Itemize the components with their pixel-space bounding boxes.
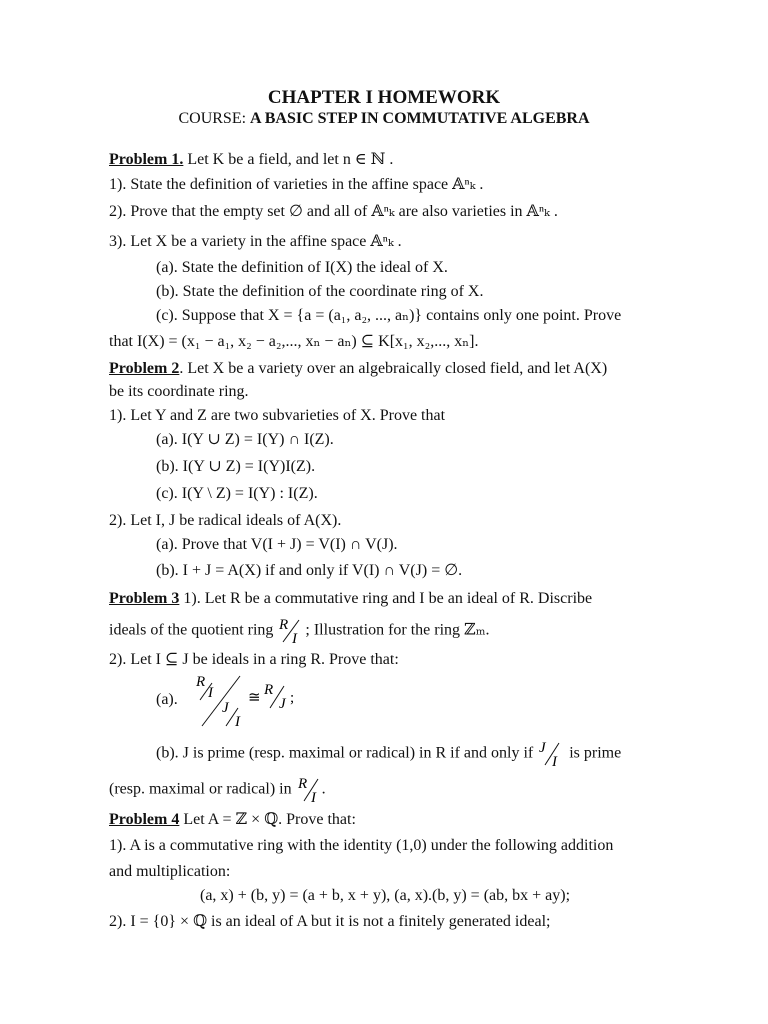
problem-4-q2: 2). I = {0} × ℚ is an ideal of A but it is not a finitely generated ideal;	[109, 913, 551, 930]
nested-i-top: I	[208, 685, 213, 701]
frac-numerator: R	[279, 617, 289, 633]
problem-3-q2b-text: (b). J is prime (resp. maximal or radical) in R if and only if	[156, 744, 534, 762]
isomorphic-symbol: ≅	[248, 690, 261, 706]
problem-1-q3a: (a). State the definition of I(X) the ideal of X.	[156, 259, 448, 276]
problem-2-q2a: (a). Prove that V(I + J) = V(I) ∩ V(J).	[156, 536, 398, 553]
problem-1-q3c: (c). Suppose that X = {a = (a₁, a₂, ..., aₙ)} contains only one point. Prove	[156, 307, 622, 324]
problem-3-line	[109, 589, 592, 609]
problem-4-q1b: and multiplication:	[109, 863, 231, 880]
course-line	[0, 109, 768, 129]
r-over-i-fraction	[296, 776, 322, 804]
problem-4-intro: Let A = ℤ × ℚ. Prove that:	[179, 811, 356, 828]
j-over-i-fraction	[537, 740, 565, 768]
problem-2-heading: Problem 2	[109, 360, 180, 377]
frac-denominator: I	[292, 631, 298, 645]
problem-2-q1: 1). Let Y and Z are two subvarieties of X. Prove that	[109, 407, 446, 424]
rhs-r: R	[264, 682, 274, 698]
quotient-ring-fraction	[277, 617, 305, 645]
rhs-j: J	[279, 696, 286, 712]
course-name: A BASIC STEP IN COMMUTATIVE ALGEBRA	[250, 110, 590, 127]
problem-1-q3: 3). Let X be a variety in the affine space 𝔸ⁿₖ .	[109, 233, 402, 250]
nested-j: J	[222, 700, 229, 716]
problem-2-q1a: (a). I(Y ∪ Z) = I(Y) ∩ I(Z).	[156, 431, 334, 448]
problem-3-intro: 1). Let R be a commutative ring and I be an ideal of R. Discribe	[179, 590, 593, 607]
problem-3-ideals-line	[109, 617, 490, 645]
chapter-title: CHAPTER I HOMEWORK	[267, 87, 501, 108]
problem-2-line	[109, 359, 607, 379]
problem-3-heading: Problem 3	[109, 590, 180, 607]
problem-1-heading: Problem 1.	[109, 151, 184, 168]
problem-2-intro2: be its coordinate ring.	[109, 383, 249, 400]
problem-1-q2: 2). Prove that the empty set ∅ and all of 𝔸ⁿₖ are also varieties in 𝔸ⁿₖ .	[109, 203, 558, 220]
problem-3-q2b	[156, 740, 621, 768]
problem-2-q2b: (b). I + J = A(X) if and only if V(I) ∩ V(J) = ∅.	[156, 562, 463, 579]
j-num: J	[539, 740, 546, 756]
problem-2-q1b: (b). I(Y ∪ Z) = I(Y)I(Z).	[156, 458, 316, 475]
problem-2-intro: . Let X be a variety over an algebraically closed field, and let A(X)	[179, 360, 608, 377]
nested-r: R	[196, 674, 206, 690]
course-label: COURSE:	[178, 110, 251, 127]
problem-1-q3b: (b). State the definition of the coordinate ring of X.	[156, 283, 484, 300]
nested-i-bottom: I	[235, 714, 240, 730]
problem-3-q2b-cont	[109, 776, 326, 804]
problem-4-heading: Problem 4	[109, 811, 180, 828]
problem-1-q1: 1). State the definition of varieties in the affine space 𝔸ⁿₖ .	[109, 176, 484, 193]
problem-3-q2: 2). Let I ⊆ J be ideals in a ring R. Prove that:	[109, 651, 399, 668]
problem-2-q1c: (c). I(Y \ Z) = I(Y) : I(Z).	[156, 485, 318, 502]
isomorphism-diagram	[190, 672, 310, 730]
problem-3-ideals-text: ideals of the quotient ring	[109, 621, 274, 639]
i-den: I	[552, 754, 558, 768]
problem-2-q2: 2). Let I, J be radical ideals of A(X).	[109, 512, 342, 529]
r-num: R	[297, 776, 307, 792]
problem-4-q1: 1). A is a commutative ring with the identity (1,0) under the following addition	[109, 837, 614, 854]
problem-1-intro: Let K be a field, and let n ∈ ℕ .	[183, 151, 394, 168]
problem-3-q2b-cont-text: (resp. maximal or radical) in	[109, 780, 292, 798]
problem-4-line	[109, 810, 356, 830]
problem-1-line	[109, 150, 393, 170]
i-den-2: I	[310, 790, 316, 804]
problem-3-q2a-label: (a).	[156, 691, 178, 708]
problem-3-illustration-text: ; Illustration for the ring ℤₘ.	[305, 621, 490, 639]
problem-3-q2b-end: is prime	[569, 744, 622, 762]
problem-3-period: .	[321, 780, 326, 798]
rhs-semicolon: ;	[290, 690, 295, 706]
problem-4-formula: (a, x) + (b, y) = (a + b, x + y), (a, x).(b, y) = (ab, bx + ay);	[200, 887, 571, 904]
problem-1-q3c-cont: that I(X) = (x₁ − a₁, x₂ − a₂,..., xₙ − aₙ) ⊆ K[x₁, x₂,..., xₙ].	[109, 333, 479, 350]
